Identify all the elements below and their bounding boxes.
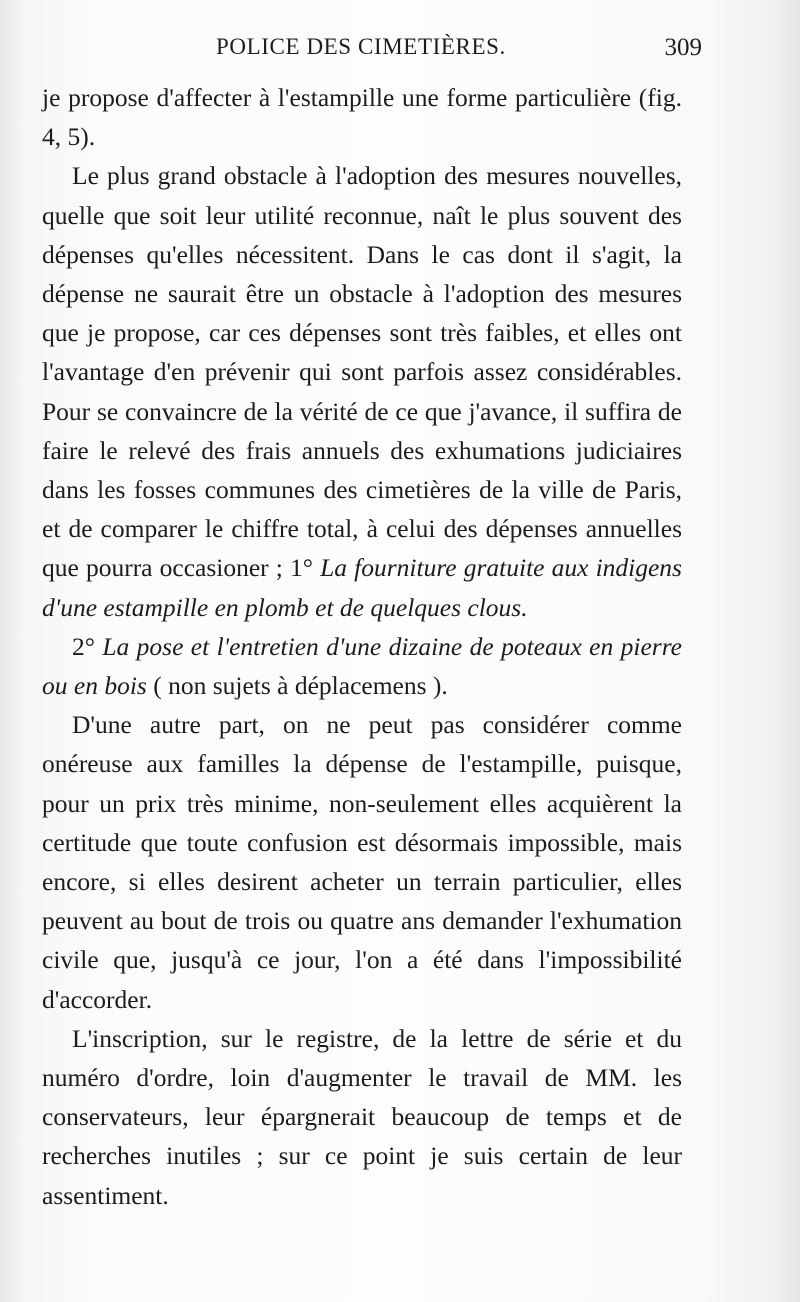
paragraph-5	[42, 1019, 682, 1215]
paragraph-1	[42, 78, 682, 156]
paragraph-2	[42, 156, 682, 626]
paragraph-2-text: Le plus grand obstacle à l'adoption des mesures nouvelles, quelle que soit leur utilité reconnue, naît le plus souvent des dépenses qu'elles nécessitent. Dans le cas dont il s'agit, la dépense ne saurait être un obstacle à l'adoption des mesures que je propose, car ces dépenses sont très faibles, et elles ont l'avantage d'en prévenir qui sont parfois assez considérables. Pour se convaincre de la vérité de ce que j'avance, il suffira de faire le relevé des frais annuels des exhumations judiciaires dans les fosses communes des cimetières de la ville de Paris, et de comparer le chiffre total, à celui des dépenses annuelles que pourra occasioner ; 1°	[42, 161, 682, 583]
body-text	[42, 78, 682, 1215]
paragraph-3-prefix: 2°	[72, 631, 103, 661]
paragraph-3-italic: La pose et l'entretien d'une dizaine de poteaux en pierre ou en bois	[42, 631, 683, 701]
paragraph-4-text: D'une autre part, on ne peut pas considérer comme onéreuse aux familles la dépense de l'estampille, puisque, pour un prix très minime, non-seulement elles acquièrent la certitude que toute confusion est désormais impossible, mais encore, si elles desirent acheter un terrain particulier, elles peuvent au bout de trois ou quatre ans demander l'exhumation civile que, jusqu'à ce jour, l'on a été dans l'impossibilité d'accorder.	[42, 710, 682, 1014]
paragraph-4	[42, 705, 682, 1019]
paragraph-1-text: je propose d'affecter à l'estampille une forme particulière (fig. 4, 5).	[42, 83, 682, 152]
paragraph-3-suffix: ( non sujets à déplacemens ).	[146, 671, 448, 701]
paragraph-5-text: L'inscription, sur le registre, de la lettre de série et du numéro d'ordre, loin d'augmenter le travail de MM. les conservateurs, leur épargnerait beaucoup de temps et de recherches inutiles ; sur ce point je suis certain de leur assentiment.	[42, 1023, 682, 1210]
page-number: 309	[664, 34, 702, 61]
paragraph-2-italic: La fourniture gratuite aux indigens d'une estampille en plomb et de quelques clous.	[42, 553, 682, 622]
paragraph-3	[42, 627, 682, 705]
running-head: POLICE DES CIMETIÈRES.	[216, 34, 506, 59]
page-header	[42, 30, 702, 70]
